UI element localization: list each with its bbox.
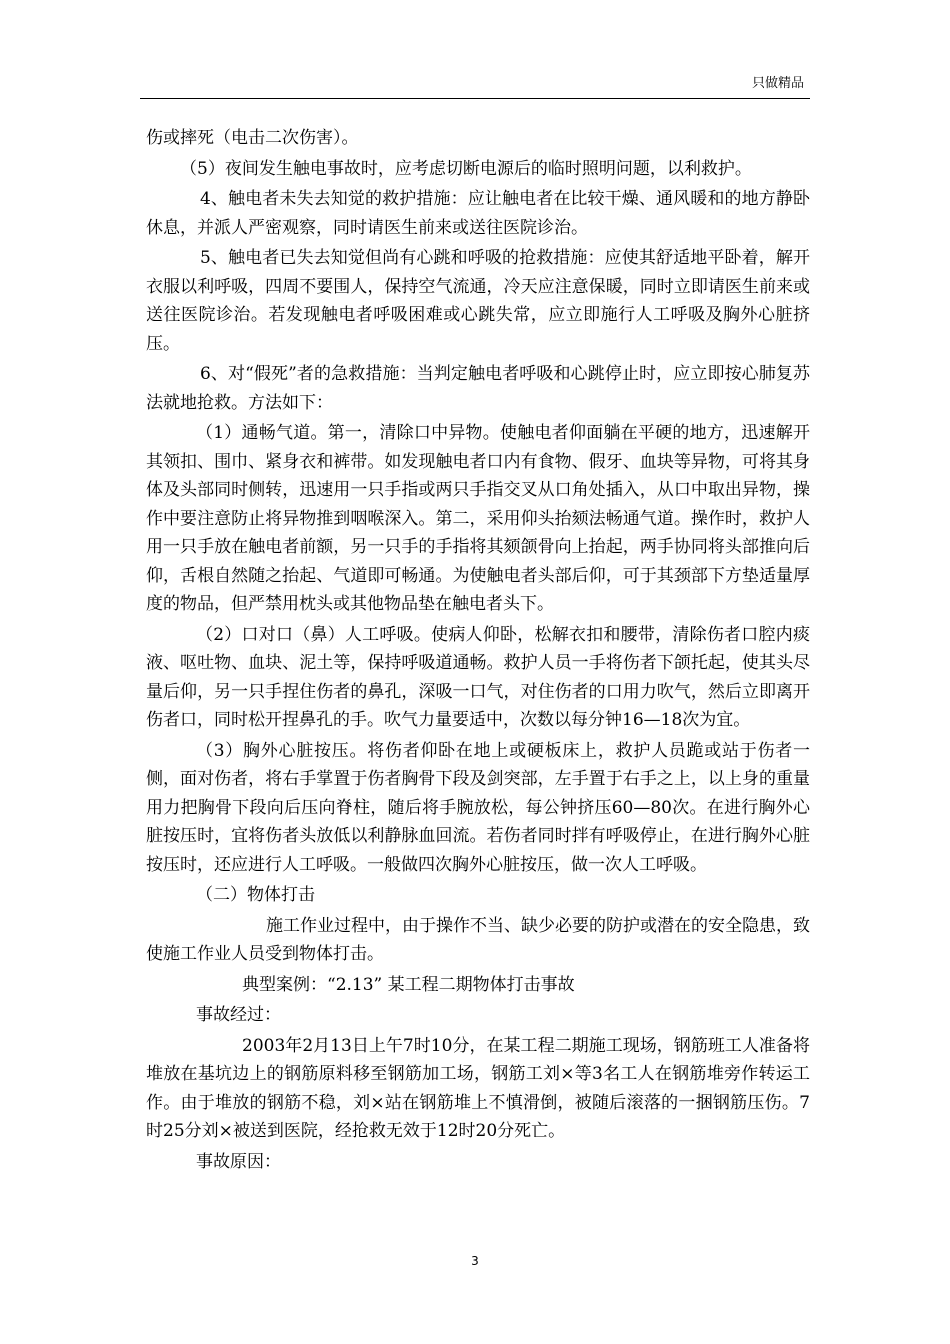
paragraph: 5、触电者已失去知觉但尚有心跳和呼吸的抢救措施：应使其舒适地平卧着，解开衣服以利呼吸，四周不要围人，保持空气流通，冷天应注意保暖，同时立即请医生前来或送往医院诊治。若发现触电者呼吸困难或心跳失常，应立即施行人工呼吸及胸外心脏挤压。 xyxy=(146,248,810,354)
page-number: 3 xyxy=(471,1254,479,1268)
paragraph: （2）口对口（鼻）人工呼吸。使病人仰卧，松解衣扣和腰带，清除伤者口腔内痰液、呕吐物、血块、泥土等，保持呼吸道通畅。救护人员一手将伤者下颌托起，使其头尽量后仰，另一只手捏住伤者的鼻孔，深吸一口气，对住伤者的口用力吹气，然后立即离开伤者口，同时松开捏鼻孔的手。吹气力量要适中，次数以每分钟16—18次为宜。 xyxy=(146,624,810,730)
paragraph: 施工作业过程中，由于操作不当、缺少必要的防护或潜在的安全隐患，致使施工作业人员受到物体打击。 xyxy=(146,915,810,964)
paragraph: （1）通畅气道。第一，清除口中异物。使触电者仰面躺在平硬的地方，迅速解开其领扣、围巾、紧身衣和裤带。如发现触电者口内有食物、假牙、血块等异物，可将其身体及头部同时侧转，迅速用一只手指或两只手指交叉从口角处插入，从口中取出异物，操作中要注意防止将异物推到咽喉深入。第二，采用仰头抬颏法畅通气道。操作时，救护人用一只手放在触电者前额，另一只手的手指将其颏颌骨向上抬起，两手协同将头部推向后仰，舌根自然随之抬起、气道即可畅通。为使触电者头部后仰，可于其颈部下方垫适量厚度的物品，但严禁用枕头或其他物品垫在触电者头下。 xyxy=(146,423,810,614)
subheading: 事故原因： xyxy=(196,1151,281,1172)
document-body xyxy=(146,124,810,1178)
subheading: 事故经过： xyxy=(196,1005,281,1025)
paragraph: 2003年2月13日上午7时10分，在某工程二期施工现场，钢筋班工人准备将堆放在基坑边上的钢筋原料移至钢筋加工场，钢筋工刘×等3名工人在钢筋堆旁作转运工作。由于堆放的钢筋不稳，刘×站在钢筋堆上不慎滑倒，被随后滚落的一捆钢筋压伤。7时25分刘×被送到医院，经抢救无效于12时20分死亡。 xyxy=(146,1035,810,1141)
section-heading: （二）物体打击 xyxy=(196,885,315,905)
page-header-label: 只做精品 xyxy=(751,76,804,91)
paragraph: （3）胸外心脏按压。将伤者仰卧在地上或硬板床上，救护人员跪或站于伤者一侧，面对伤者，将右手掌置于伤者胸骨下段及剑突部，左手置于右手之上，以上身的重量用力把胸骨下段向后压向脊柱，随后将手腕放松，每公钟挤压60—80次。在进行胸外心脏按压时，宜将伤者头放低以利静脉血回流。若伤者同时拌有呼吸停止，在进行胸外心脏按压时，还应进行人工呼吸。一般做四次胸外心脏按压，做一次人工呼吸。 xyxy=(146,740,810,875)
header-divider xyxy=(140,98,810,99)
paragraph: 伤或摔死（电击二次伤害）。 xyxy=(146,128,359,148)
case-title: 典型案例：“2.13” 某工程二期物体打击事故 xyxy=(242,974,575,995)
paragraph: 4、触电者未失去知觉的救护措施：应让触电者在比较干燥、通风暖和的地方静卧休息，并派人严密观察，同时请医生前来或送往医院诊治。 xyxy=(146,189,810,238)
paragraph: 6、对“假死”者的急救措施：当判定触电者呼吸和心跳停止时，应立即按心肺复苏法就地抢救。方法如下： xyxy=(146,364,810,413)
paragraph: （5）夜间发生触电事故时，应考虑切断电源后的临时照明问题，以利救护。 xyxy=(180,158,752,179)
